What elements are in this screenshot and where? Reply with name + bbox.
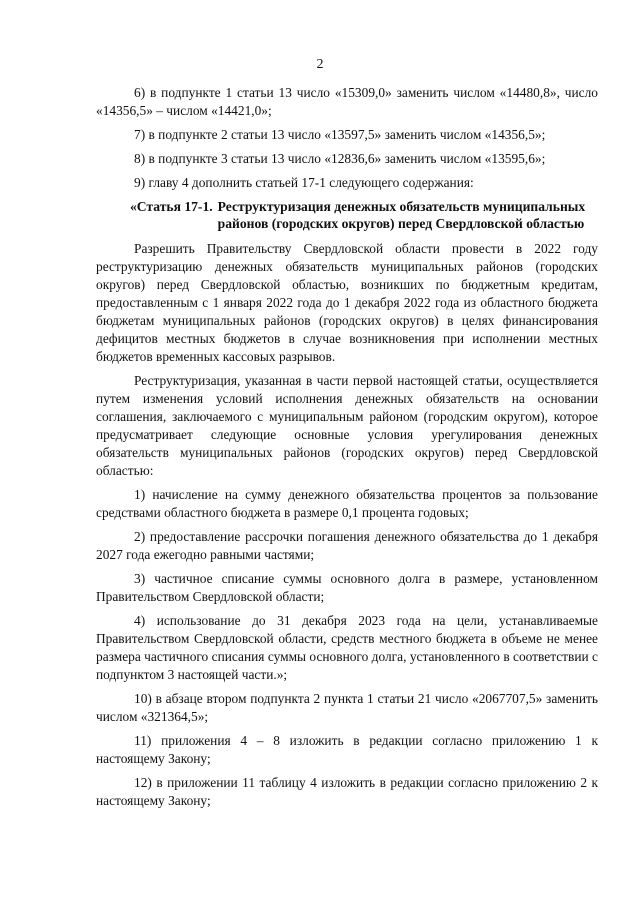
- article-number: «Статья 17-1.: [130, 199, 213, 214]
- article-title: Реструктуризация денежных обязательств муниципальных районов (городских округов) перед Свердловской областью: [217, 199, 586, 231]
- condition-item-2: 2) предоставление рассрочки погашения денежного обязательства до 1 декабря 2027 года ежегодно равными частями;: [96, 529, 598, 562]
- paragraph-item-10: 10) в абзаце втором подпункта 2 пункта 1 статьи 21 число «2067707,5» заменить числом «321364,5»;: [96, 691, 598, 724]
- paragraph-item-7: 7) в подпункте 2 статьи 13 число «13597,5» заменить числом «14356,5»;: [134, 127, 546, 142]
- paragraph-item-8: 8) в подпункте 3 статьи 13 число «12836,6» заменить числом «13595,6»;: [134, 151, 546, 166]
- article-paragraph-2: Реструктуризация, указанная в части первой настоящей статьи, осуществляется путем изменения условий исполнения денежных обязательств на основании соглашения, заключаемого с муниципальным районом (городским округом), которое предусматривает следующие основные условия урегулирования денежных обязательств муниципальных районов (городских округов) перед Свердловской областью:: [96, 373, 598, 478]
- paragraph-item-12: 12) в приложении 11 таблицу 4 изложить в редакции согласно приложению 2 к настоящему Закону;: [96, 775, 598, 808]
- condition-item-1: 1) начисление на сумму денежного обязательства процентов за пользование средствами областного бюджета в размере 0,1 процента годовых;: [96, 487, 598, 520]
- article-heading: [96, 198, 598, 232]
- condition-item-4: 4) использование до 31 декабря 2023 года на цели, устанавливаемые Правительством Свердловской области, средств местного бюджета в объеме не менее размера частичного списания суммы основного долга, установленного в соответствии с подпунктом 3 настоящей части.»;: [96, 613, 598, 682]
- paragraph-item-11: 11) приложения 4 – 8 изложить в редакции согласно приложению 1 к настоящему Закону;: [96, 733, 598, 766]
- page-number: 2: [316, 57, 324, 72]
- paragraph-item-9: 9) главу 4 дополнить статьей 17-1 следующего содержания:: [134, 175, 474, 190]
- condition-item-3: 3) частичное списание суммы основного долга в размере, установленном Правительством Свердловской области;: [96, 571, 598, 604]
- document-body: [96, 84, 598, 816]
- paragraph-item-6: 6) в подпункте 1 статьи 13 число «15309,0» заменить числом «14480,8», число «14356,5» – числом «14421,0»;: [96, 85, 598, 118]
- article-paragraph-1: Разрешить Правительству Свердловской области провести в 2022 году реструктуризацию денежных обязательств муниципальных районов (городских округов) перед Свердловской областью, возникших по бюджетным кредитам, предоставленным с 1 января 2022 года до 1 декабря 2022 года из областного бюджета бюджетам муниципальных районов (городских округов) в целях финансирования дефицитов местных бюджетов в случае возникновения при исполнении местных бюджетов временных кассовых разрывов.: [96, 241, 598, 364]
